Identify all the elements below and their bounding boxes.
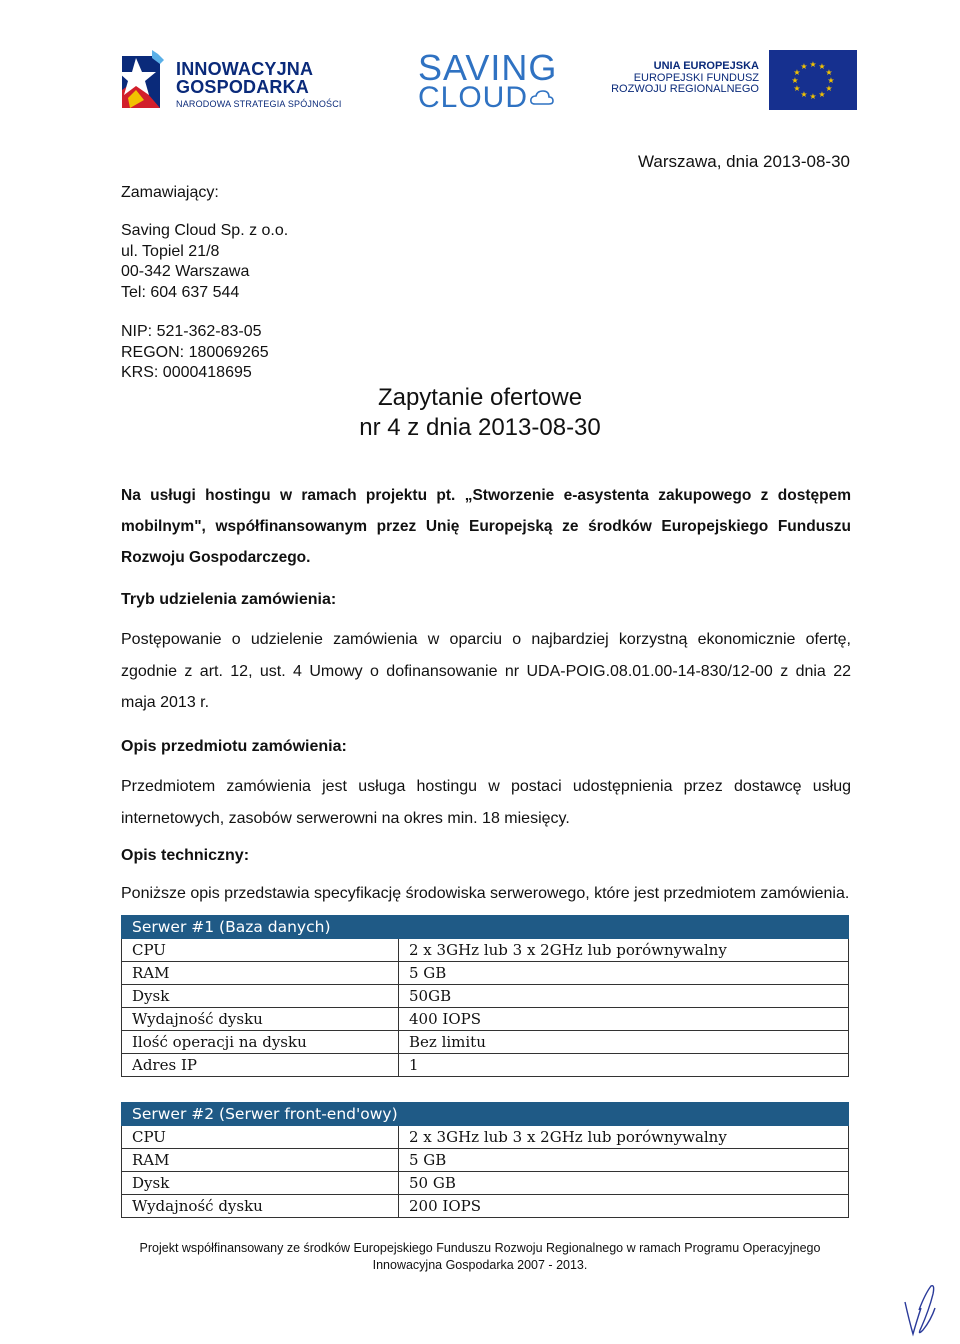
sc-line1: SAVING bbox=[418, 47, 558, 88]
svg-text:★: ★ bbox=[818, 90, 826, 99]
client-city: 00-342 Warszawa bbox=[121, 263, 250, 280]
ig-line1: INNOWACYJNA bbox=[176, 59, 314, 79]
spec-label: CPU bbox=[122, 939, 399, 962]
innowacyjna-gospodarka-text bbox=[176, 60, 342, 109]
page-footer bbox=[60, 1240, 900, 1274]
spec-label: Wydajność dysku bbox=[122, 1195, 399, 1218]
svg-text:★: ★ bbox=[793, 84, 801, 93]
client-name: Saving Cloud Sp. z o.o. bbox=[121, 222, 289, 239]
server1-title: Serwer #1 (Baza danych) bbox=[122, 916, 849, 939]
innowacyjna-gospodarka-logo bbox=[122, 50, 168, 112]
svg-text:★: ★ bbox=[825, 68, 833, 77]
spec-label: CPU bbox=[122, 1126, 399, 1149]
document-title bbox=[120, 383, 840, 443]
tryb-text: Postępowanie o udzielenie zamówienia w oparciu o najbardziej korzystną ekonomicznie ofertę, zgodnie z art. 12, ust. 4 Umowy o dofinansowanie nr UDA-POIG.08.01.00-14-830/12-00 z dnia 22 maja 2013 r. bbox=[121, 631, 851, 711]
spec-label: Wydajność dysku bbox=[122, 1008, 399, 1031]
title-line2: nr 4 z dnia 2013-08-30 bbox=[359, 414, 601, 441]
table-row bbox=[122, 1008, 849, 1031]
svg-text:★: ★ bbox=[825, 84, 833, 93]
svg-text:★: ★ bbox=[827, 76, 835, 85]
spec-value: 2 x 3GHz lub 3 x 2GHz lub porównywalny bbox=[399, 1126, 849, 1149]
spec-label: RAM bbox=[122, 962, 399, 985]
spec-value: 50 GB bbox=[399, 1172, 849, 1195]
client-krs: KRS: 0000418695 bbox=[121, 364, 252, 381]
spec-value: Bez limitu bbox=[399, 1031, 849, 1054]
cloud-icon bbox=[530, 90, 554, 106]
title-line1: Zapytanie ofertowe bbox=[377, 384, 583, 411]
spec-label: Adres IP bbox=[122, 1054, 399, 1077]
sc-line2-wrap bbox=[418, 81, 557, 115]
spec-value: 50GB bbox=[399, 985, 849, 1008]
svg-text:★: ★ bbox=[800, 62, 808, 71]
table-row bbox=[122, 1149, 849, 1172]
client-street: ul. Topiel 21/8 bbox=[121, 242, 220, 260]
footer-line2: Innowacyjna Gospodarka 2007 - 2013. bbox=[372, 1258, 588, 1272]
ue-line2: EUROPEJSKI FUNDUSZ bbox=[633, 71, 759, 84]
server2-header-row bbox=[122, 1103, 849, 1126]
server2-title: Serwer #2 (Serwer front-end'owy) bbox=[122, 1103, 849, 1126]
spec-label: RAM bbox=[122, 1149, 399, 1172]
svg-text:★: ★ bbox=[791, 76, 799, 85]
table-row bbox=[122, 1126, 849, 1149]
svg-text:★: ★ bbox=[800, 90, 808, 99]
tryb-heading: Tryb udzielenia zamówienia: bbox=[121, 591, 337, 608]
table-row bbox=[122, 962, 849, 985]
handwritten-initials-icon bbox=[895, 1280, 943, 1340]
spec-value: 5 GB bbox=[399, 1149, 849, 1172]
techniczny-text: Poniższe opis przedstawia specyfikację środowiska serwerowego, które jest przedmiotem zamówienia. bbox=[121, 885, 850, 902]
opis-text: Przedmiotem zamówienia jest usługa hostingu w postaci udostępnienia przez dostawcę usług internetowych, zasobów serwerowni na okres min. 18 miesięcy. bbox=[121, 778, 851, 827]
ue-line3: ROZWOJU REGIONALNEGO bbox=[611, 83, 759, 96]
opis-heading: Opis przedmiotu zamówienia: bbox=[121, 738, 347, 755]
techniczny-heading: Opis techniczny: bbox=[121, 847, 250, 864]
table-row bbox=[122, 1172, 849, 1195]
table-row bbox=[122, 985, 849, 1008]
spec-label: Dysk bbox=[122, 985, 399, 1008]
ig-line2: GOSPODARKA bbox=[176, 77, 310, 97]
unia-europejska-text bbox=[575, 61, 759, 96]
client-address bbox=[121, 221, 288, 303]
eu-flag-icon bbox=[769, 50, 857, 110]
document-date: Warszawa, dnia 2013-08-30 bbox=[638, 152, 850, 171]
server1-table bbox=[121, 915, 849, 1077]
spec-value: 2 x 3GHz lub 3 x 2GHz lub porównywalny bbox=[399, 939, 849, 962]
spec-label: Ilość operacji na dysku bbox=[122, 1031, 399, 1054]
table-row bbox=[122, 1195, 849, 1218]
table-row bbox=[122, 939, 849, 962]
svg-text:★: ★ bbox=[793, 68, 801, 77]
sc-line2: CLOUD bbox=[418, 81, 529, 115]
svg-text:★: ★ bbox=[809, 92, 817, 101]
spec-value: 5 GB bbox=[399, 962, 849, 985]
svg-text:★: ★ bbox=[818, 62, 826, 71]
client-label: Zamawiający: bbox=[121, 184, 219, 201]
server2-table bbox=[121, 1102, 849, 1218]
client-ids bbox=[121, 322, 269, 384]
client-regon: REGON: 180069265 bbox=[121, 343, 269, 361]
saving-cloud-logo bbox=[418, 47, 558, 115]
spec-value: 200 IOPS bbox=[399, 1195, 849, 1218]
spec-value: 400 IOPS bbox=[399, 1008, 849, 1031]
table-row bbox=[122, 1031, 849, 1054]
intro-paragraph: Na usługi hostingu w ramach projektu pt. „Stworzenie e-asystenta zakupowego z dostępem mobilnym", współfinansowanym przez Unię Europejską ze środków Europejskiego Funduszu Rozwoju Gospodarczego. bbox=[121, 487, 851, 566]
svg-text:★: ★ bbox=[809, 60, 817, 69]
table-row bbox=[122, 1054, 849, 1077]
server1-header-row bbox=[122, 916, 849, 939]
footer-line1: Projekt współfinansowany ze środków Europejskiego Funduszu Rozwoju Regionalnego w ramach Programu Operacyjnego bbox=[139, 1241, 821, 1255]
client-tel: Tel: 604 637 544 bbox=[121, 283, 240, 301]
spec-value: 1 bbox=[399, 1054, 849, 1077]
ue-line1: UNIA EUROPEJSKA bbox=[653, 60, 759, 72]
ig-line3: NARODOWA STRATEGIA SPÓJNOŚCI bbox=[176, 99, 342, 109]
spec-label: Dysk bbox=[122, 1172, 399, 1195]
client-nip: NIP: 521-362-83-05 bbox=[121, 323, 262, 340]
